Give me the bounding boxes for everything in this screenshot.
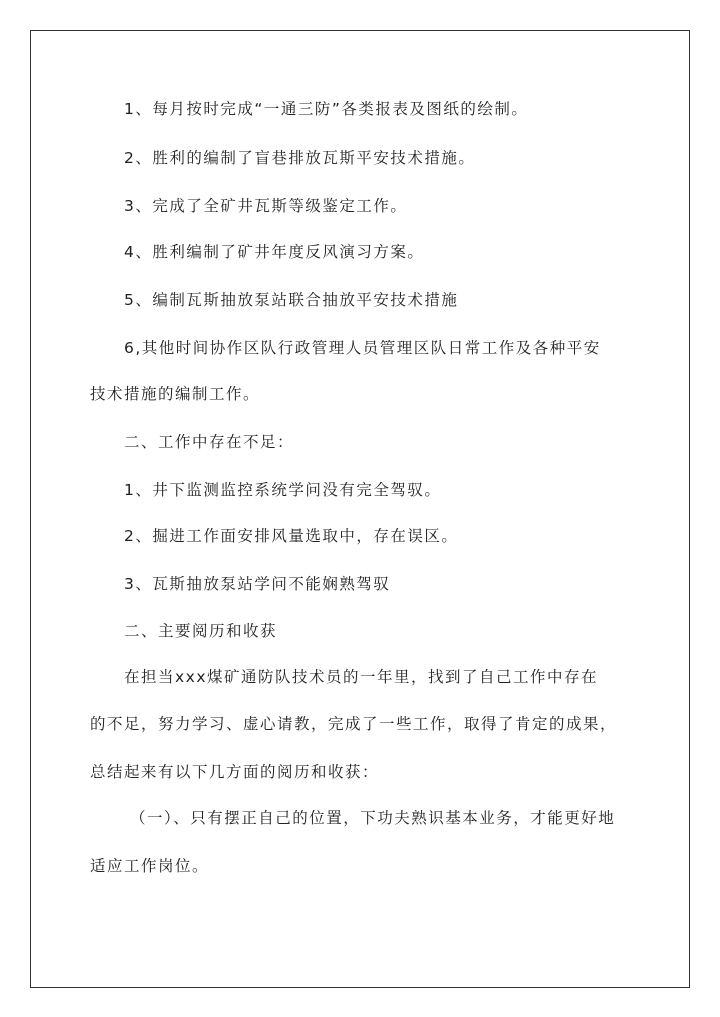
paragraph-summary-line3: 总结起来有以下几方面的阅历和收获： [90,763,380,781]
paragraph-summary-line1: 在担当xxx煤矿通防队技术员的一年里，找到了自己工作中存在 [124,668,599,686]
page-frame [30,30,690,988]
list-item-blind-lane-measures: 2、胜利的编制了盲巷排放瓦斯平安技术措施。 [124,149,476,167]
section-heading-shortcomings: 二、工作中存在不足： [124,433,295,451]
experience-item-1-line2: 适应工作岗位。 [90,857,210,875]
shortcoming-item-monitoring: 1、井下监测监控系统学问没有完全驾驭。 [124,481,442,499]
paragraph-summary-line2: 的不足，努力学习、虚心请教，完成了一些工作，取得了肯定的成果， [90,715,618,733]
list-item-reverse-wind-plan: 4、胜利编制了矿井年度反风演习方案。 [124,243,425,261]
section-heading-experience: 二、主要阅历和收获 [124,622,278,640]
list-item-report-drawing: 1、每月按时完成“一通三防”各类报表及图纸的绘制。 [124,100,529,118]
shortcoming-item-pump-station: 3、瓦斯抽放泵站学问不能娴熟驾驭 [124,575,391,593]
experience-item-1-line1: （一）、只有摆正自己的位置，下功夫熟识基本业务，才能更好地 [130,809,616,827]
list-item-other-work-line2: 技术措施的编制工作。 [90,385,261,403]
list-item-gas-drainage-measures: 5、编制瓦斯抽放泵站联合抽放平安技术措施 [124,291,459,309]
list-item-gas-grade: 3、完成了全矿井瓦斯等级鉴定工作。 [124,197,408,215]
shortcoming-item-air-volume: 2、掘进工作面安排风量选取中，存在误区。 [124,527,459,545]
list-item-other-work-line1: 6,其他时间协作区队行政管理人员管理区队日常工作及各种平安 [124,339,601,357]
